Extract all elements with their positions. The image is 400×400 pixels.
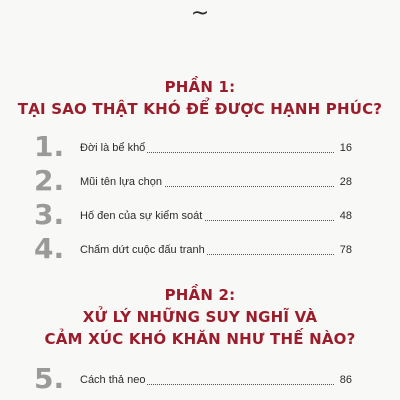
part-2-label: PHẦN 2:	[164, 286, 236, 304]
part-2-title-line-1: XỬ LÝ NHỮNG SUY NGHĨ VÀ	[82, 308, 318, 326]
page-number: 78	[339, 244, 352, 256]
part-2-title-line-2: CẢM XÚC KHÓ KHĂN NHƯ THẾ NÀO?	[44, 330, 356, 348]
chapter-title: Mũi tên lựa chọn	[80, 176, 162, 188]
chapter-title: Chấm dứt cuộc đấu tranh	[80, 244, 205, 256]
part-1-label: PHẦN 1:	[164, 78, 236, 96]
chapter-number: 1.	[34, 130, 65, 163]
toc-entry-2[interactable]	[34, 164, 352, 197]
chapter-number: 5.	[34, 362, 65, 395]
toc-entry-3[interactable]	[34, 198, 352, 231]
part-1-title: TẠI SAO THẬT KHÓ ĐỂ ĐƯỢC HẠNH PHÚC?	[17, 100, 383, 118]
toc-entry-1[interactable]	[34, 130, 352, 163]
chapter-title: Hố đen của sự kiểm soát	[80, 210, 203, 222]
page-number: 48	[339, 210, 352, 222]
toc-entry-5[interactable]	[34, 362, 352, 395]
chapter-title: Đời là bể khổ	[80, 142, 146, 154]
page-number: 16	[339, 142, 352, 154]
chapter-number: 3.	[34, 198, 65, 231]
toc-entry-4[interactable]	[34, 232, 352, 265]
chapter-number: 2.	[34, 164, 65, 197]
chapter-title: Cách thả neo	[80, 374, 146, 386]
page-number: 86	[339, 374, 352, 386]
chapter-number: 4.	[34, 232, 65, 265]
ornament-tilde: ~	[190, 1, 210, 26]
page-number: 28	[339, 176, 352, 188]
